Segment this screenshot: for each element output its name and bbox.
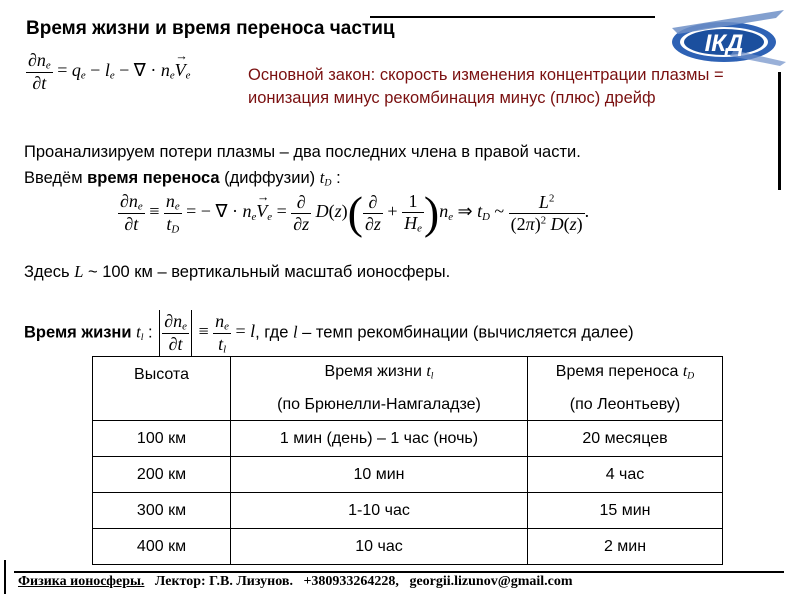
top-rule [370, 16, 655, 18]
header-lifetime: Время жизни $t_l$ (по Брюнелли-Намгаладзе) [231, 357, 528, 421]
ikd-logo-icon [664, 6, 790, 70]
paragraph-transport-time: Введём время переноса (диффузии) $t_D$ : [24, 168, 341, 189]
right-rule [778, 72, 781, 190]
table-row [93, 493, 723, 529]
paragraph-losses: Проанализируем потери плазмы – два последних члена в правой части. [24, 143, 581, 161]
comparison-table [92, 356, 723, 565]
cell-lifetime: 10 мин [231, 457, 528, 493]
footer-email[interactable]: georgii.lizunov@gmail.com [409, 574, 573, 589]
table-row [93, 457, 723, 493]
cell-transport: 4 час [528, 457, 723, 493]
footer-lecturer: Лектор: Г.В. Лизунов. [154, 574, 293, 589]
logo-text: IКД [704, 30, 744, 57]
table-header-row [93, 357, 723, 421]
paragraph-lifetime: Время жизни $t_l$ : $\frac{\partial n_e}{\partial t}$ ≡ $\frac{n_e}{t_l}$ = l, где l – темп рекомбинации (вычисляется далее) [24, 311, 634, 356]
bottom-rule [14, 571, 784, 573]
cell-height: 200 км [93, 457, 231, 493]
footer-phone: +380933264228, [303, 574, 399, 589]
footer [18, 574, 573, 590]
footer-course: Физика ионосферы. [18, 574, 145, 589]
cell-height: 100 км [93, 421, 231, 457]
law-description: Основной закон: скорость изменения концентрации плазмы = ионизация минус рекомбинация минус (плюс) дрейф [248, 66, 724, 107]
table-row [93, 529, 723, 565]
cell-lifetime: 1-10 час [231, 493, 528, 529]
cell-height: 400 км [93, 529, 231, 565]
paragraph-scale: Здесь L ~ 100 км – вертикальный масштаб ионосферы. [24, 262, 451, 281]
cell-transport: 20 месяцев [528, 421, 723, 457]
transport-time-equation: $\frac{\partial n_e}{\partial t}$ ≡ $\frac{n_e}{t_D}$ = − ∇ · $n_e\to V_e$ = $\frac{\partial}{\partial z}$ D(z)( $\frac{\partial}{\partial z}$ + $\frac{1}{H_e}$ )$n_e$ ⇒ $t_D$ ~ $\frac{L^2}{(2\pi)^2 D(z)}$ . [118, 190, 589, 236]
cell-lifetime: 10 час [231, 529, 528, 565]
header-height: Высота [93, 357, 231, 421]
continuity-equation: $\frac{\partial n_e}{\partial t}$ = $q_e - l_e$ − ∇ · $n_e\to V_e$ [26, 50, 190, 94]
table-row [93, 421, 723, 457]
cell-height: 300 км [93, 493, 231, 529]
cell-transport: 15 мин [528, 493, 723, 529]
header-transport: Время переноса $t_D$ (по Леонтьеву) [528, 357, 723, 421]
cell-lifetime: 1 мин (день) – 1 час (ночь) [231, 421, 528, 457]
left-rule [4, 560, 6, 594]
cell-transport: 2 мин [528, 529, 723, 565]
slide-title: Время жизни и время переноса частиц [26, 18, 395, 39]
